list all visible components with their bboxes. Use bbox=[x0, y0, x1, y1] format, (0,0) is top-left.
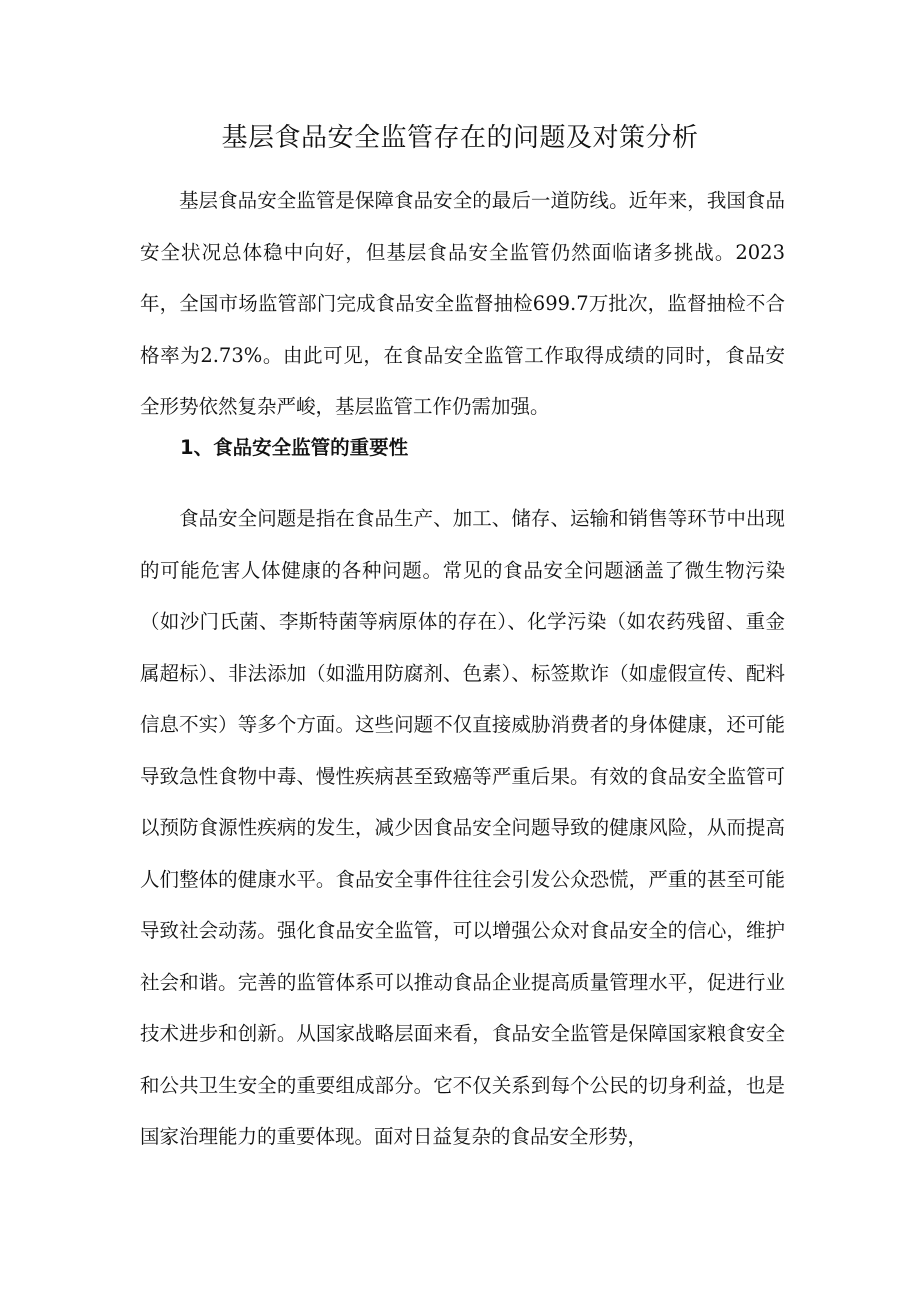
body-paragraph: 食品安全问题是指在食品生产、加工、储存、运输和销售等环节中出现的可能危害人体健康的各种问题。常见的食品安全问题涵盖了微生物污染（如沙门氏菌、李斯特菌等病原体的存在）、化学污染（如农药残留、重金属超标）、非法添加（如滥用防腐剂、色素）、标签欺诈（如虚假宣传、配料信息不实）等多个方面。这些问题不仅直接威胁消费者的身体健康，还可能导致急性食物中毒、慢性疾病甚至致癌等严重后果。有效的食品安全监管可以预防食源性疾病的发生，减少因食品安全问题导致的健康风险，从而提高人们整体的健康水平。食品安全事件往往会引发公众恐慌，严重的甚至可能导致社会动荡。强化食品安全监管，可以增强公众对食品安全的信心，维护社会和谐。完善的监管体系可以推动食品企业提高质量管理水平，促进行业技术进步和创新。从国家战略层面来看，食品安全监管是保障国家粮食安全和公共卫生安全的重要组成部分。它不仅关系到每个公民的切身利益，也是国家治理能力的重要体现。面对日益复杂的食品安全形势， bbox=[140, 507, 785, 1148]
document-title: 基层食品安全监管存在的问题及对策分析 bbox=[221, 123, 699, 153]
section-heading: 1、食品安全监管的重要性 bbox=[180, 436, 409, 459]
intro-paragraph: 基层食品安全监管是保障食品安全的最后一道防线。近年来，我国食品安全状况总体稳中向好，但基层食品安全监管仍然面临诸多挑战。2023年，全国市场监管部门完成食品安全监督抽检699.7万批次，监督抽检不合格率为2.73%。由此可见，在食品安全监管工作取得成绩的同时，食品安全形势依然复杂严峻，基层监管工作仍需加强。 bbox=[140, 189, 785, 418]
